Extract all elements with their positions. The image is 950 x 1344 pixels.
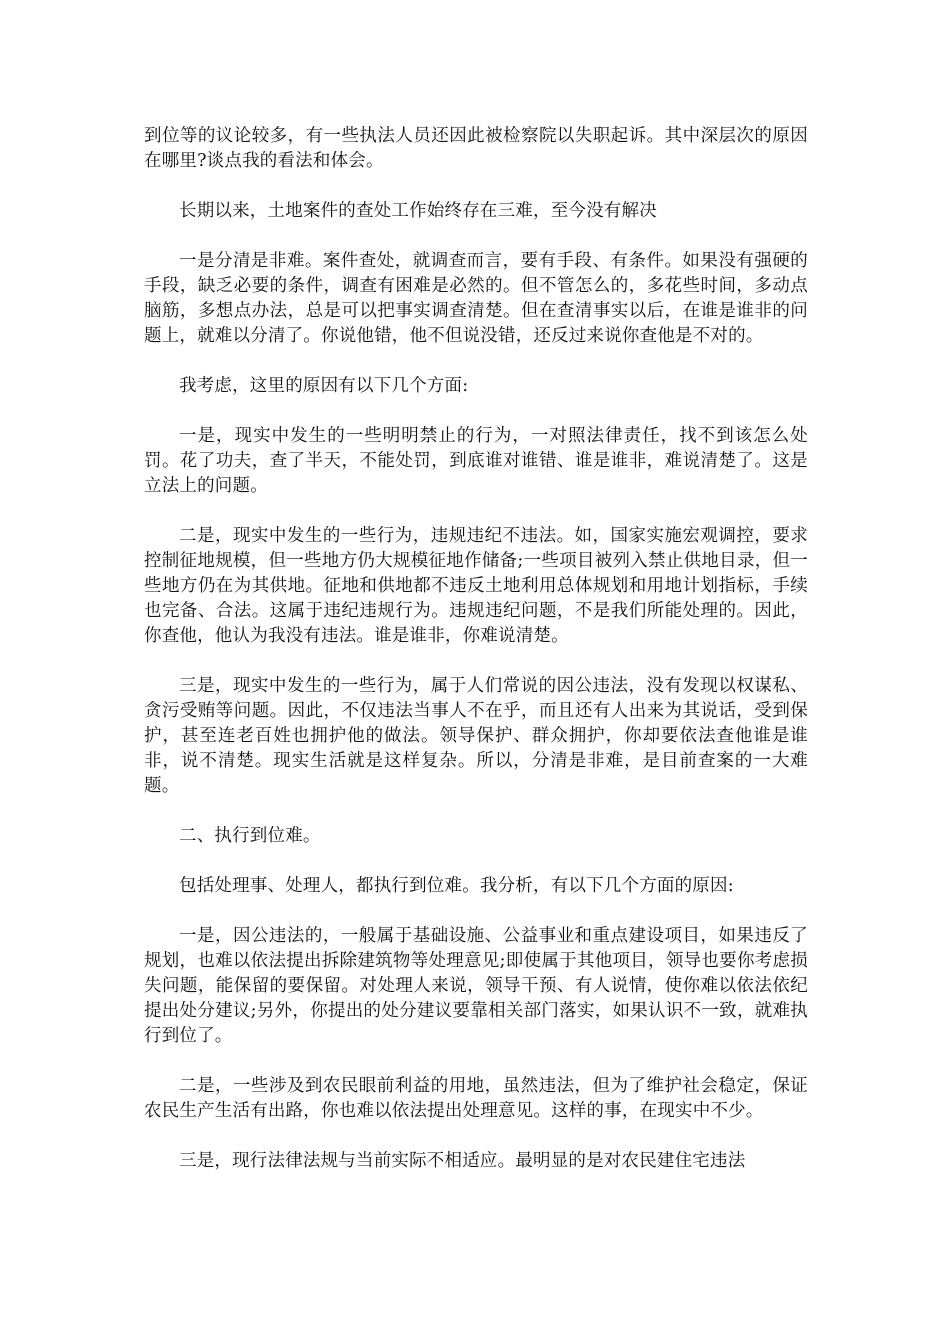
paragraph-2: 长期以来，土地案件的查处工作始终存在三难，至今没有解决 (179, 201, 657, 221)
paragraph-11: 二是，一些涉及到农民眼前利益的用地，虽然违法，但为了维护社会稳定，保证农民生产生活有出路，你也难以依法提出处理意见。这样的事，在现实中不少。 (144, 1076, 808, 1121)
paragraph-3: 一是分清是非难。案件查处，就调查而言，要有手段、有条件。如果没有强硬的手段，缺乏必要的条件，调查有困难是必然的。但不管怎么的，多花些时间，多动点脑筋，多想点办法，总是可以把事实调查清楚。但在查清事实以后，在谁是谁非的问题上，就难以分清了。你说他错，他不但说没错，还反过来说你查他是不对的。 (144, 251, 808, 346)
document-body (144, 124, 808, 1174)
paragraph-4: 我考虑，这里的原因有以下几个方面: (179, 376, 469, 396)
section-heading: 二、执行到位难。 (179, 826, 321, 846)
paragraph-1: 到位等的议论较多，有一些执法人员还因此被检察院以失职起诉。其中深层次的原因在哪里?谈点我的看法和体会。 (144, 126, 808, 171)
paragraph-7: 三是，现实中发生的一些行为，属于人们常说的因公违法，没有发现以权谋私、贪污受贿等问题。因此，不仅违法当事人不在乎，而且还有人出来为其说话，受到保护，甚至连老百姓也拥护他的做法。领导保护、群众拥护，你却要依法查他谁是谁非，说不清楚。现实生活就是这样复杂。所以，分清是非难，是目前查案的一大难题。 (144, 676, 808, 796)
paragraph-10: 一是，因公违法的，一般属于基础设施、公益事业和重点建设项目，如果违反了规划，也难以依法提出拆除建筑物等处理意见;即使属于其他项目，领导也要你考虑损失问题，能保留的要保留。对处理人来说，领导干预、有人说情，使你难以依法依纪提出处分建议;另外，你提出的处分建议要靠相关部门落实，如果认识不一致，就难执行到位了。 (144, 926, 808, 1046)
paragraph-6: 二是，现实中发生的一些行为，违规违纪不违法。如，国家实施宏观调控，要求控制征地规模，但一些地方仍大规模征地作储备;一些项目被列入禁止供地目录，但一些地方仍在为其供地。征地和供地都不违反土地利用总体规划和用地计划指标，手续也完备、合法。这属于违纪违规行为。违规违纪问题，不是我们所能处理的。因此，你查他，他认为我没有违法。谁是谁非，你难说清楚。 (144, 526, 808, 646)
paragraph-9: 包括处理事、处理人，都执行到位难。我分析，有以下几个方面的原因: (179, 876, 734, 896)
paragraph-5: 一是，现实中发生的一些明明禁止的行为，一对照法律责任，找不到该怎么处罚。花了功夫，查了半天，不能处罚，到底谁对谁错、谁是谁非，难说清楚了。这是立法上的问题。 (144, 426, 808, 496)
paragraph-12: 三是，现行法律法规与当前实际不相适应。最明显的是对农民建住宅违法 (179, 1151, 746, 1171)
